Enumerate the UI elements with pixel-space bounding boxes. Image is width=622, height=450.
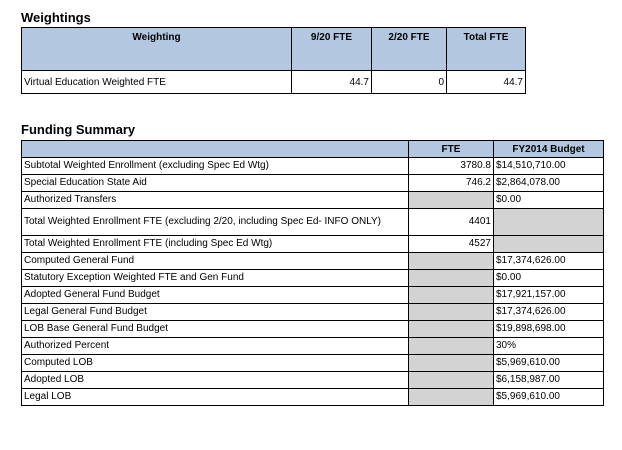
table-row <box>22 355 604 372</box>
funding-fte-cell <box>409 253 494 270</box>
table-row <box>22 192 604 209</box>
fte-920-cell: 44.7 <box>292 71 372 94</box>
funding-budget-cell: 30% <box>494 338 604 355</box>
table-row <box>22 372 604 389</box>
funding-fte-cell <box>409 355 494 372</box>
table-row <box>22 71 526 94</box>
funding-summary-table <box>21 140 604 406</box>
table-row <box>22 321 604 338</box>
table-row <box>22 304 604 321</box>
weightings-header-920-fte: 9/20 FTE <box>292 28 372 71</box>
table-row <box>22 287 604 304</box>
funding-label-cell: Legal General Fund Budget <box>22 304 409 321</box>
table-row <box>22 175 604 192</box>
table-row <box>22 253 604 270</box>
funding-fte-cell <box>409 389 494 406</box>
funding-budget-cell: $17,374,626.00 <box>494 253 604 270</box>
funding-fte-cell: 4401 <box>409 209 494 236</box>
funding-label-cell: Adopted General Fund Budget <box>22 287 409 304</box>
funding-label-cell: Computed General Fund <box>22 253 409 270</box>
funding-summary-title: Funding Summary <box>21 122 136 137</box>
funding-fte-cell <box>409 304 494 321</box>
funding-budget-cell: $19,898,698.00 <box>494 321 604 338</box>
funding-label-cell: Authorized Transfers <box>22 192 409 209</box>
weighting-name-cell: Virtual Education Weighted FTE <box>22 71 292 94</box>
funding-fte-cell <box>409 372 494 389</box>
funding-budget-cell: $5,969,610.00 <box>494 355 604 372</box>
weightings-title: Weightings <box>21 10 91 25</box>
funding-label-cell: Adopted LOB <box>22 372 409 389</box>
funding-budget-cell: $0.00 <box>494 270 604 287</box>
table-row <box>22 209 604 236</box>
fte-total-cell: 44.7 <box>447 71 526 94</box>
funding-budget-cell <box>494 209 604 236</box>
funding-header-fte: FTE <box>409 141 494 158</box>
table-row <box>22 236 604 253</box>
funding-label-cell: Total Weighted Enrollment FTE (excluding 2/20, including Spec Ed- INFO ONLY) <box>22 209 409 236</box>
funding-label-cell: Authorized Percent <box>22 338 409 355</box>
funding-label-cell: Special Education State Aid <box>22 175 409 192</box>
fte-220-cell: 0 <box>372 71 447 94</box>
funding-label-cell: Computed LOB <box>22 355 409 372</box>
funding-fte-cell <box>409 270 494 287</box>
funding-fte-cell: 4527 <box>409 236 494 253</box>
funding-budget-cell: $17,374,626.00 <box>494 304 604 321</box>
funding-header-row <box>22 141 604 158</box>
weightings-header-row <box>22 28 526 71</box>
funding-budget-cell: $17,921,157.00 <box>494 287 604 304</box>
table-row <box>22 158 604 175</box>
funding-label-cell: Total Weighted Enrollment FTE (including Spec Ed Wtg) <box>22 236 409 253</box>
funding-fte-cell <box>409 287 494 304</box>
funding-label-cell: LOB Base General Fund Budget <box>22 321 409 338</box>
weightings-header-220-fte: 2/20 FTE <box>372 28 447 71</box>
funding-fte-cell: 746.2 <box>409 175 494 192</box>
funding-budget-cell: $6,158,987.00 <box>494 372 604 389</box>
funding-budget-cell: $2,864,078.00 <box>494 175 604 192</box>
weightings-header-weighting: Weighting <box>22 28 292 71</box>
funding-budget-cell <box>494 236 604 253</box>
table-row <box>22 270 604 287</box>
funding-header-budget: FY2014 Budget <box>494 141 604 158</box>
funding-label-cell: Subtotal Weighted Enrollment (excluding Spec Ed Wtg) <box>22 158 409 175</box>
funding-budget-cell: $14,510,710.00 <box>494 158 604 175</box>
table-row <box>22 389 604 406</box>
funding-label-cell: Legal LOB <box>22 389 409 406</box>
funding-budget-cell: $5,969,610.00 <box>494 389 604 406</box>
weightings-header-total-fte: Total FTE <box>447 28 526 71</box>
funding-fte-cell: 3780.8 <box>409 158 494 175</box>
funding-fte-cell <box>409 338 494 355</box>
weightings-table <box>21 27 526 94</box>
funding-fte-cell <box>409 321 494 338</box>
funding-budget-cell: $0.00 <box>494 192 604 209</box>
funding-label-cell: Statutory Exception Weighted FTE and Gen Fund <box>22 270 409 287</box>
table-row <box>22 338 604 355</box>
funding-header-label <box>22 141 409 158</box>
funding-fte-cell <box>409 192 494 209</box>
